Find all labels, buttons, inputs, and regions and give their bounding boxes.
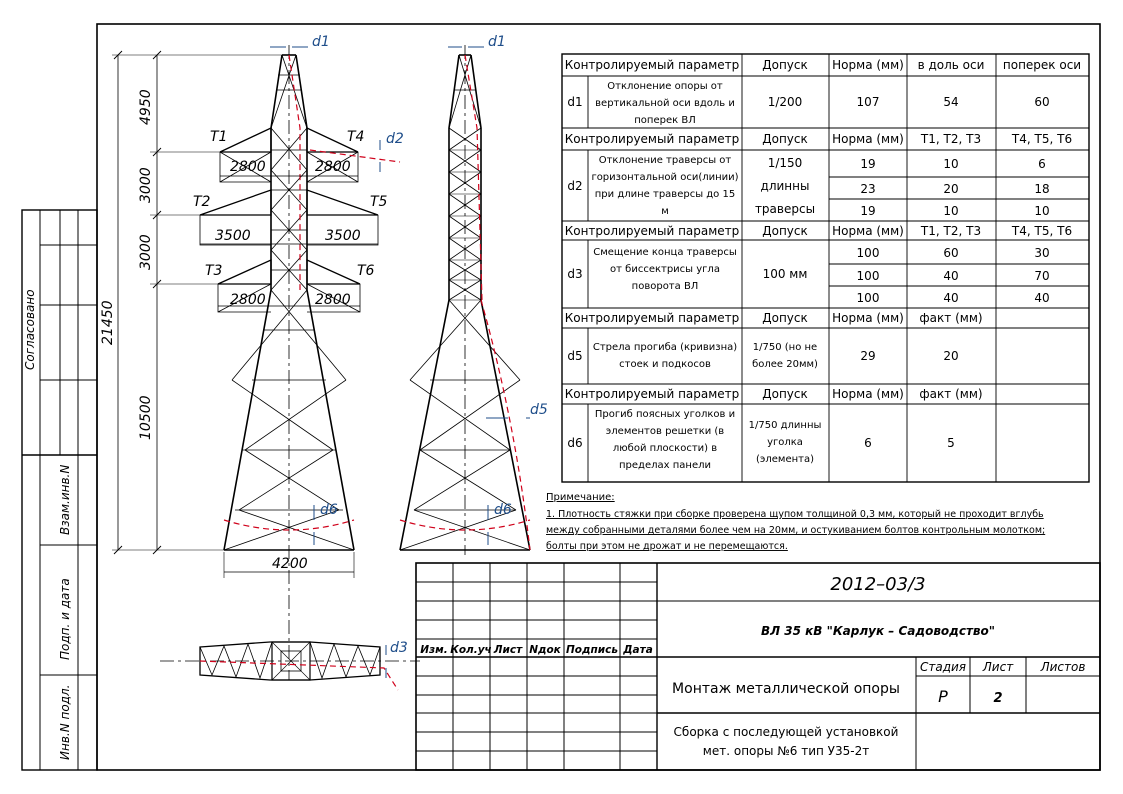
d3-r1-b: 30: [1034, 246, 1050, 260]
d5-tol-2: более 20мм): [752, 359, 818, 370]
d3-desc-2: от биссектрисы угла: [610, 264, 720, 275]
label-d5: d5: [530, 402, 548, 418]
sheet-label: Лист: [982, 660, 1014, 674]
d3-r3-a: 40: [943, 291, 959, 305]
label-d6-side: d6: [494, 502, 512, 518]
d5-tol-1: 1/750 (но не: [752, 342, 818, 353]
d2-desc-4: м: [661, 206, 669, 217]
d2-r3-norm: 19: [860, 204, 876, 218]
d5-norm: 29: [860, 349, 876, 363]
d3-desc-3: поворота ВЛ: [631, 281, 699, 292]
label-t4: T4: [347, 129, 365, 145]
h3-param: Контролируемый параметр: [564, 224, 740, 238]
d1-code: d1: [567, 95, 583, 109]
dim-10500: 10500: [138, 395, 154, 440]
d1-tol: 1/200: [767, 95, 803, 109]
h3-t456: T4, T5, T6: [1011, 224, 1073, 238]
len-t3: 2800: [230, 292, 266, 308]
d2-tol-2: длинны: [760, 179, 810, 193]
d5-fact: 20: [943, 349, 959, 363]
h4-norm: Норма (мм): [832, 311, 904, 325]
d6-desc-1: Прогиб поясных уголков и: [594, 409, 736, 420]
h1-tol: Допуск: [762, 58, 808, 72]
d3-r3-b: 40: [1034, 291, 1050, 305]
h5-param: Контролируемый параметр: [564, 387, 740, 401]
d6-tol-1: 1/750 длинны: [748, 420, 822, 431]
label-d1-front: d1: [312, 34, 330, 50]
d1-desc-2: вертикальной оси вдоль и: [595, 98, 735, 109]
d6-tol-2: уголка: [767, 437, 803, 448]
col-ndok: Nдок: [529, 644, 561, 656]
h4-fact: факт (мм): [919, 311, 983, 325]
h3-norm: Норма (мм): [832, 224, 904, 238]
d2-r2-norm: 23: [860, 182, 876, 196]
d1-along: 54: [943, 95, 959, 109]
d1-norm: 107: [856, 95, 880, 109]
col-date: Дата: [623, 644, 653, 656]
len-t6: 2800: [315, 292, 351, 308]
h2-t456: T4, T5, T6: [1011, 132, 1073, 146]
sheets-label: Листов: [1040, 660, 1086, 674]
h3-t123: T1, T2, T3: [920, 224, 982, 238]
note-title: Примечание:: [546, 492, 615, 503]
d6-fact: 5: [947, 436, 955, 450]
d3-tol: 100 мм: [762, 267, 808, 281]
d3-r1-a: 60: [943, 246, 959, 260]
h1-along: в доль оси: [917, 58, 985, 72]
d2-desc-3: при длине траверсы до 15: [594, 189, 736, 200]
d5-desc-1: Стрела прогиба (кривизна): [592, 342, 738, 353]
side-stamp: [22, 210, 97, 770]
note-line-3: болты при этом не дрожат и не перемещаются.: [546, 541, 788, 552]
d6-desc-3: любой плоскости) в: [612, 443, 718, 454]
d3-desc-1: Смещение конца траверсы: [593, 247, 737, 258]
d3-r1-norm: 100: [856, 246, 880, 260]
stage-value: Р: [938, 687, 948, 706]
d5-desc-2: стоек и подкосов: [619, 359, 711, 370]
h2-t123: T1, T2, T3: [920, 132, 982, 146]
stamp-inv-orig: Инв.N подл.: [58, 684, 72, 760]
control-table: [562, 54, 1089, 482]
d2-r1-b: 6: [1038, 157, 1046, 171]
d6-code: d6: [567, 436, 583, 450]
len-t5: 3500: [325, 228, 361, 244]
d1-across: 60: [1034, 95, 1050, 109]
tower-front-view: [200, 45, 400, 680]
d2-r2-a: 20: [943, 182, 959, 196]
d3-r3-norm: 100: [856, 291, 880, 305]
d6-desc-4: пределах панели: [619, 460, 711, 471]
stamp-sign-date: Подп. и дата: [58, 578, 72, 660]
dim-3000-lower: 3000: [138, 234, 154, 270]
d3-code: d3: [567, 267, 583, 281]
h4-param: Контролируемый параметр: [564, 311, 740, 325]
d2-r3-b: 10: [1034, 204, 1050, 218]
stamp-agreed: Согласовано: [23, 289, 37, 370]
h4-tol: Допуск: [762, 311, 808, 325]
dim-base-width: 4200: [272, 556, 308, 572]
len-t2: 3500: [215, 228, 251, 244]
label-t5: T5: [370, 194, 388, 210]
tower-side-view: [400, 34, 548, 555]
col-kol: Кол.уч: [450, 644, 492, 656]
label-d1-side: d1: [488, 34, 506, 50]
dim-3000-upper: 3000: [138, 167, 154, 203]
h2-param: Контролируемый параметр: [564, 132, 740, 146]
h2-tol: Допуск: [762, 132, 808, 146]
label-t2: T2: [193, 194, 211, 210]
label-d3: d3: [390, 640, 408, 656]
title-block: [416, 563, 1100, 770]
label-d2: d2: [386, 131, 404, 147]
stage-label: Стадия: [919, 660, 967, 674]
d2-r3-a: 10: [943, 204, 959, 218]
d6-norm: 6: [864, 436, 872, 450]
note-line-1: 1. Плотность стяжки при сборке проверена щупом толщиной 0,3 мм, который не проходит вглубь: [546, 509, 1044, 520]
dim-4950: 4950: [138, 89, 154, 125]
title-main: Монтаж металлической опоры: [672, 681, 900, 697]
h5-norm: Норма (мм): [832, 387, 904, 401]
d3-r2-norm: 100: [856, 269, 880, 283]
title-sub-1: Сборка с последующей установкой: [673, 725, 899, 739]
h2-norm: Норма (мм): [832, 132, 904, 146]
d3-r2-b: 70: [1034, 269, 1050, 283]
d6-desc-2: элементов решетки (в: [605, 426, 725, 437]
dim-total-height: 21450: [100, 300, 116, 345]
d2-r1-a: 10: [943, 157, 959, 171]
front-dimensions: [100, 34, 404, 578]
h1-norm: Норма (мм): [832, 58, 904, 72]
h5-tol: Допуск: [762, 387, 808, 401]
len-t4: 2800: [315, 159, 351, 175]
h3-tol: Допуск: [762, 224, 808, 238]
d2-desc-1: Отклонение траверсы от: [598, 155, 732, 166]
d2-code: d2: [567, 179, 583, 193]
title-sub-2: мет. опоры №6 тип У35-2т: [702, 744, 870, 758]
label-t3: T3: [205, 263, 223, 279]
d2-r1-norm: 19: [860, 157, 876, 171]
label-t6: T6: [357, 263, 375, 279]
label-t1: T1: [210, 129, 228, 145]
d3-r2-a: 40: [943, 269, 959, 283]
h1-param: Контролируемый параметр: [564, 58, 740, 72]
len-t1: 2800: [230, 159, 266, 175]
d1-desc-1: Отклонение опоры от: [607, 81, 723, 92]
label-d6-front: d6: [320, 502, 338, 518]
h1-across: поперек оси: [1002, 58, 1082, 72]
col-list: Лист: [493, 644, 523, 656]
d2-tol-1: 1/150: [767, 156, 803, 170]
d2-desc-2: горизонтальной оси(линии): [591, 172, 739, 183]
h5-fact: факт (мм): [919, 387, 983, 401]
note-line-2: между собранными деталями более чем на 20мм, и остукиванием болтов контрольным молотком;: [546, 525, 1046, 536]
note-block: [546, 492, 1045, 552]
plan-view: [160, 640, 420, 690]
drawing-code: 2012–03/3: [830, 574, 926, 595]
project-name: ВЛ 35 кВ "Карлук – Садоводство": [760, 624, 996, 638]
col-izm: Изм.: [420, 644, 448, 656]
stamp-inv-replace: Взам.инв.N: [58, 464, 72, 535]
d2-tol-3: траверсы: [754, 202, 816, 216]
col-sign: Подпись: [566, 644, 618, 656]
d1-desc-3: поперек ВЛ: [634, 115, 696, 126]
d6-tol-3: (элемента): [755, 454, 815, 465]
sheet-value: 2: [993, 691, 1003, 706]
d5-code: d5: [567, 349, 583, 363]
d2-r2-b: 18: [1034, 182, 1050, 196]
